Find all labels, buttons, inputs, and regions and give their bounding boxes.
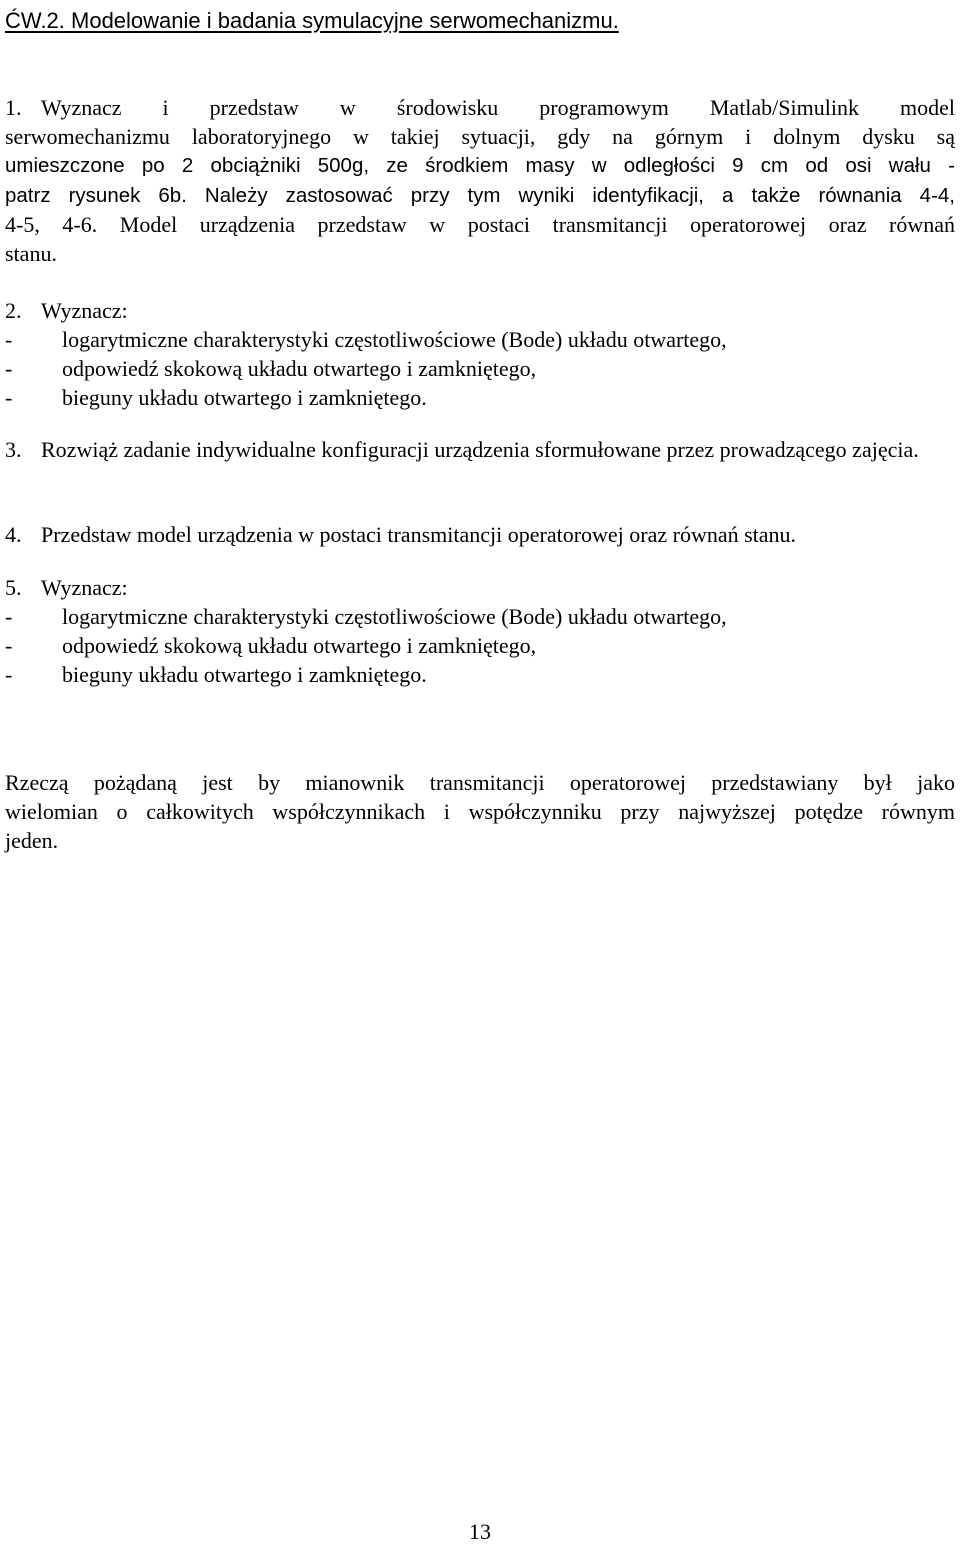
dash-bullet: - [5, 662, 13, 687]
task-3-text: Rozwiąż zadanie indywidualne konfiguracji urządzenia sformułowane przez prowadzącego zajęcia. [41, 437, 919, 462]
task-1-line-1: Wyznacz i przedstaw w środowisku programowym Matlab/Simulink model [41, 95, 955, 120]
task-2-list [5, 325, 955, 412]
task-2-number: 2. [5, 298, 22, 323]
page-title: ĆW.2. Modelowanie i badania symulacyjne serwomechanizmu. [5, 8, 619, 33]
task-5-heading: Wyznacz: [41, 575, 128, 600]
list-item-text: odpowiedź skokową układu otwartego i zamkniętego, [62, 356, 537, 381]
note-line-1: Rzeczą pożądaną jest by mianownik transmitancji operatorowej przedstawiany był jako [5, 770, 955, 795]
dash-bullet: - [5, 604, 13, 629]
task-1-line-4 [5, 180, 955, 210]
task-3 [5, 435, 955, 464]
list-item [5, 631, 955, 660]
note-line-2: wielomian o całkowitych współczynnikach i współczynniku przy najwyższej potędze równym [5, 799, 955, 824]
list-item [5, 660, 955, 689]
task-1-description [41, 93, 955, 122]
task-1-line-3: umieszczone po 2 obciążniki 500g, ze środkiem masy w odległości 9 cm od osi wału - [5, 154, 955, 177]
task-3-number: 3. [5, 437, 22, 462]
task-1-line-6: stanu. [5, 241, 57, 266]
task-1 [5, 93, 955, 268]
task-5 [5, 573, 955, 689]
task-4-number: 4. [5, 522, 22, 547]
dash-bullet: - [5, 633, 13, 658]
task-1-line-4-text: patrz rysunek 6b. Należy zastosować przy tym wyniki identyfikacji, a także równania 4-4, [5, 184, 955, 207]
dash-bullet: - [5, 385, 13, 410]
closing-note [5, 768, 955, 855]
list-item-text: logarytmiczne charakterystyki częstotliwościowe (Bode) układu otwartego, [62, 604, 727, 629]
list-item [5, 354, 955, 383]
task-2-heading: Wyznacz: [41, 298, 128, 323]
dash-bullet: - [5, 327, 13, 352]
task-5-list [5, 602, 955, 689]
task-1-line-5: 4-5, 4-6. Model urządzenia przedstaw w postaci transmitancji operatorowej oraz równań [5, 212, 955, 237]
task-1-number: 1. [5, 95, 22, 120]
task-1-line-2: serwomechanizmu laboratoryjnego w takiej sytuacji, gdy na górnym i dolnym dysku są [5, 124, 955, 149]
task-2 [5, 296, 955, 412]
list-item-text: logarytmiczne charakterystyki częstotliwościowe (Bode) układu otwartego, [62, 327, 727, 352]
list-item [5, 325, 955, 354]
task-5-number: 5. [5, 575, 22, 600]
dash-bullet: - [5, 356, 13, 381]
note-line-3: jeden. [5, 828, 59, 853]
page-number: 13 [469, 1519, 491, 1544]
list-item [5, 602, 955, 631]
task-1-continuation [5, 122, 955, 268]
task-4 [5, 520, 955, 549]
list-item [5, 383, 955, 412]
list-item-text: bieguny układu otwartego i zamkniętego. [62, 385, 427, 410]
list-item-text: odpowiedź skokową układu otwartego i zamkniętego, [62, 633, 537, 658]
task-4-text: Przedstaw model urządzenia w postaci transmitancji operatorowej oraz równań stanu. [41, 522, 797, 547]
list-item-text: bieguny układu otwartego i zamkniętego. [62, 662, 427, 687]
